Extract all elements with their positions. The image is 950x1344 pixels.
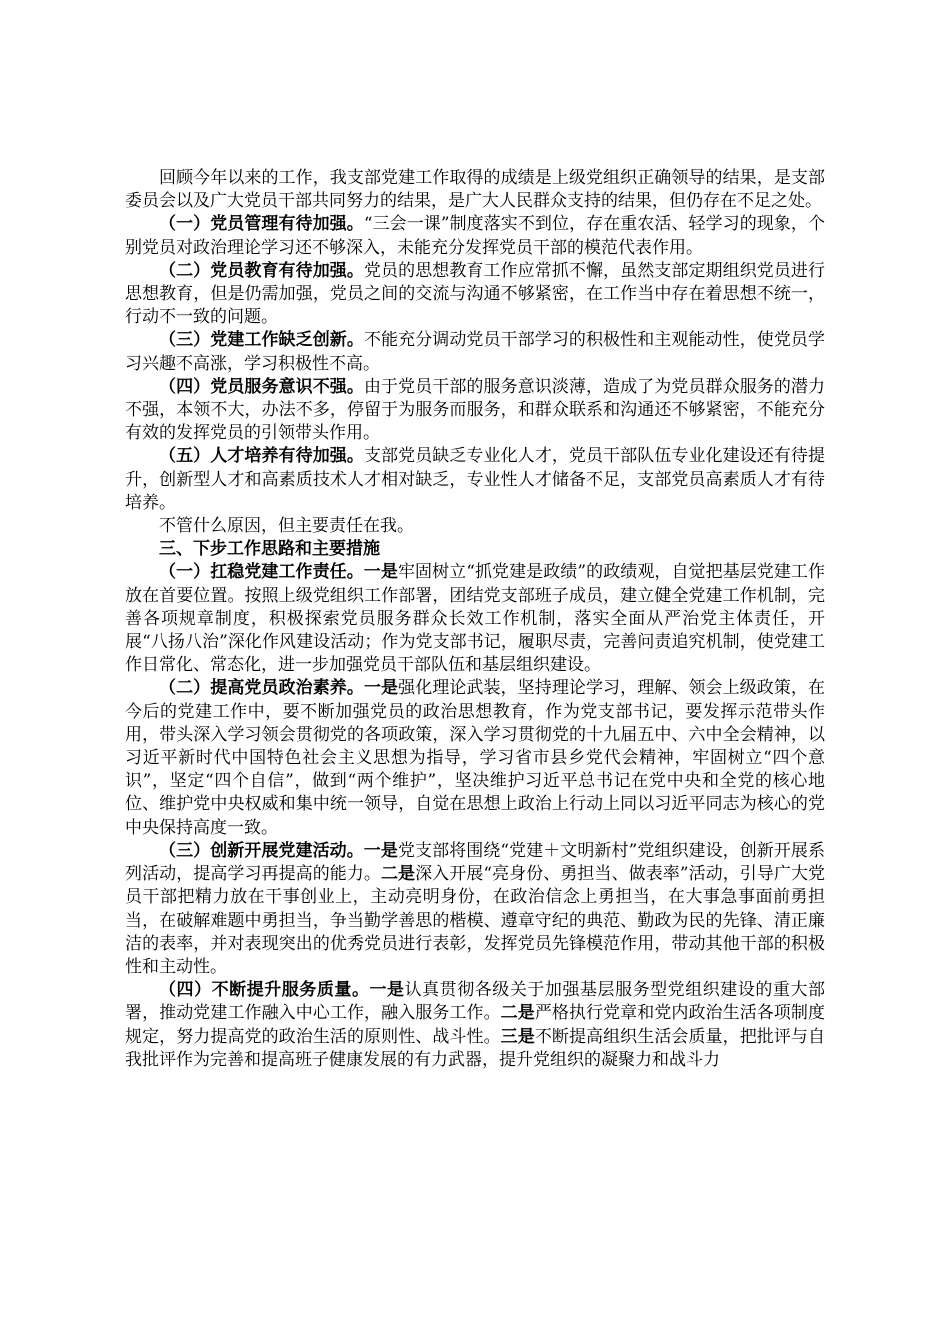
paragraph-text: 党支部将围绕“党建＋文明新村”党组织建设，创新开展系列活动，提高学习再提高的能力。 xyxy=(125,840,825,885)
paragraph-text: 不管什么原因，但主要责任在我。 xyxy=(159,516,414,537)
paragraph-heading: （四）不断提升服务质量。一是 xyxy=(159,980,405,1001)
paragraph-heading: （五）人才培养有待加强。 xyxy=(159,446,364,467)
issue-paragraph-3 xyxy=(125,329,825,375)
paragraph-subheading: 二是 xyxy=(380,864,416,885)
document-page xyxy=(125,167,825,1072)
paragraph-heading: （三）党建工作缺乏创新。 xyxy=(159,330,364,351)
measure-paragraph-3 xyxy=(125,840,825,979)
paragraph-heading: （二）党员教育有待加强。 xyxy=(159,260,364,281)
paragraph-heading: （四）党员服务意识不强。 xyxy=(159,376,364,397)
section-heading xyxy=(125,538,825,561)
paragraph-text: “三会一课”制度落实不到位，存在重农活、轻学习的现象，个别党员对政治理论学习还不够深入，未能充分发挥党员干部的模范代表作用。 xyxy=(125,214,825,258)
issue-paragraph-1 xyxy=(125,213,825,259)
paragraph-heading: （一）党员管理有待加强。 xyxy=(159,214,364,235)
paragraph-heading: （二）提高党员政治素养。一是 xyxy=(159,678,399,699)
intro-paragraph xyxy=(125,167,825,213)
paragraph-subheading: 三是 xyxy=(500,1026,535,1047)
issue-paragraph-5 xyxy=(125,445,825,515)
paragraph-heading: （三）创新开展党建活动。一是 xyxy=(159,840,398,861)
measure-paragraph-4 xyxy=(125,979,825,1072)
paragraph-heading: （一）扛稳党建工作责任。一是 xyxy=(159,562,398,583)
measure-paragraph-1 xyxy=(125,561,825,677)
paragraph-text: 严格执行党章和党内政治生活各项制度规定，努力提高党的政治生活的原则性、战斗性。 xyxy=(125,1003,826,1047)
paragraph-subheading: 二是 xyxy=(500,1003,535,1024)
paragraph-text: 由于党员干部的服务意识淡薄，造成了为党员群众服务的潜力不强，本领不大，办法不多，停留于为服务而服务，和群众联系和沟通还不够紧密，不能充分有效的发挥党员的引领带头作用。 xyxy=(125,376,826,444)
paragraph-text: 不能充分调动党员干部学习的积极性和主观能动性，使党员学习兴趣不高涨，学习积极性不高。 xyxy=(125,330,826,374)
paragraph-text: 不断提高组织生活会质量，把批评与自我批评作为完善和提高班子健康发展的有力武器，提升党组织的凝聚力和战斗力 xyxy=(125,1026,826,1070)
issue-paragraph-2 xyxy=(125,260,825,330)
paragraph-text: 党员的思想教育工作应常抓不懈，虽然支部定期组织党员进行思想教育，但是仍需加强，党员之间的交流与沟通不够紧密，在工作当中存在着思想不统一，行动不一致的问题。 xyxy=(125,260,826,328)
paragraph-text: 强化理论武装，坚持理论学习，理解、领会上级政策，在今后的党建工作中，要不断加强党员的政治思想教育，作为党支部书记，要发挥示范带头作用，带头深入学习领会贯彻党的各项政策，深入学习贯彻党的十九届五中、六中全会精神，以习近平新时代中国特色社会主义思想为指导，学习省市县乡党代会精神，牢固树立“四个意识”，坚定“四个自信”，做到“两个维护”，坚决维护习近平总书记在党中央和全党的核心地位、维护党中央权威和集中统一领导，自觉在思想上政治上行动上同以习近平同志为核心的党中央保持高度一致。 xyxy=(125,678,826,838)
responsibility-paragraph xyxy=(125,515,825,538)
paragraph-text: 认真贯彻各级关于加强基层服务型党组织建设的重大部署，推动党建工作融入中心工作，融入服务工作。 xyxy=(125,980,826,1024)
issue-paragraph-4 xyxy=(125,376,825,446)
measure-paragraph-2 xyxy=(125,677,825,839)
paragraph-text: 回顾今年以来的工作，我支部党建工作取得的成绩是上级党组织正确领导的结果，是支部委员会以及广大党员干部共同努力的结果，是广大人民群众支持的结果，但仍存在不足之处。 xyxy=(125,168,825,212)
paragraph-text: 深入开展“亮身份、勇担当、做表率”活动，引导广大党员干部把精力放在干事创业上，主动亮明身份，在政治信念上勇担当，在大事急事面前勇担当，在破解难题中勇担当，争当勤学善思的楷模、遵章守纪的典范、勤政为民的先锋、清正廉洁的表率，并对表现突出的优秀党员进行表彰，发挥党员先锋模范作用，带动其他干部的积极性和主动性。 xyxy=(125,864,826,977)
section-title: 三、下步工作思路和主要措施 xyxy=(159,539,380,560)
paragraph-text: 牢固树立“抓党建是政绩”的政绩观，自觉把基层党建工作放在首要位置。按照上级党组织工作部署，团结党支部班子成员，建立健全党建工作机制，完善各项规章制度，积极探索党员服务群众长效工作机制，落实全面从严治党主体责任，开展“八扬八治”深化作风建设活动；作为党支部书记，履职尽责，完善问责追究机制，使党建工作日常化、常态化，进一步加强党员干部队伍和基层组织建设。 xyxy=(125,562,825,676)
paragraph-text: 支部党员缺乏专业化人才，党员干部队伍专业化建设还有待提升，创新型人才和高素质技术人才相对缺乏，专业性人才储备不足，支部党员高素质人才有待培养。 xyxy=(125,446,826,513)
